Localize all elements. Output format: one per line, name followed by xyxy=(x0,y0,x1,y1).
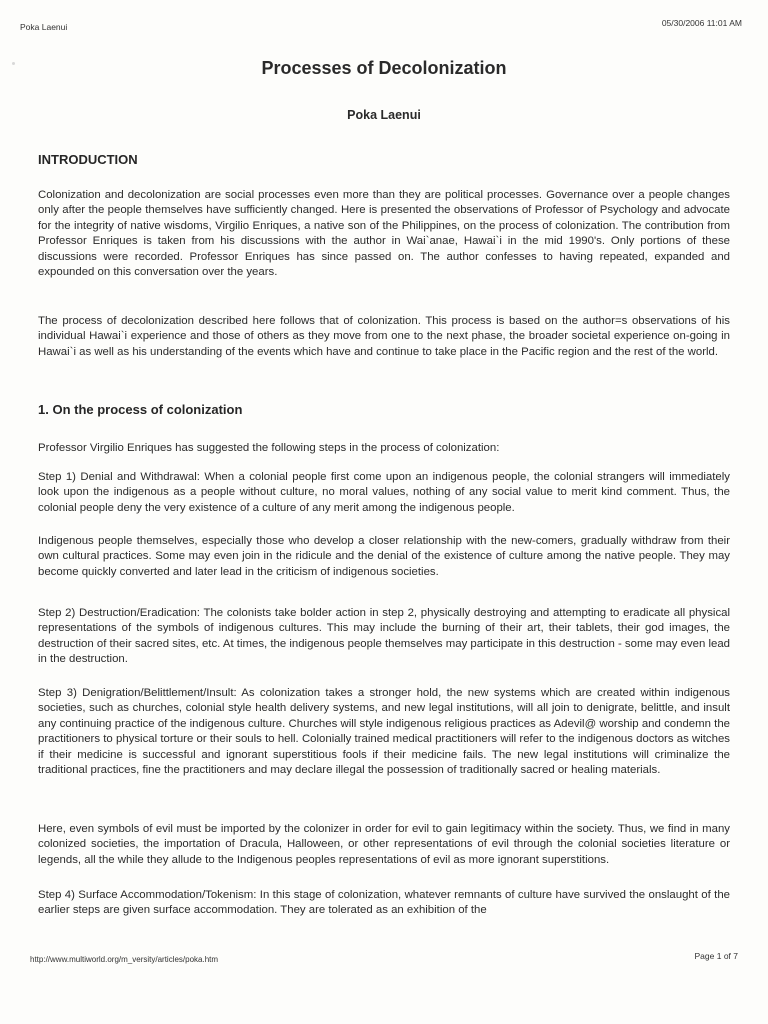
intro-paragraph-1: Colonization and decolonization are social processes even more than they are political processes. Governance over a people changes only after the people themselves have sufficiently changed. Here is presented the observations of Professor of Psychology and advocate for the integrity of native wisdoms, Virgilio Enriques, a native son of the Philippines, on the process of colonization. The contribution from Professor Enriques is taken from his discussions with the author in Wai`anae, Hawai`i in the mid 1990's. Only portions of these discussions were recorded. Professor Enriques has since passed on. The author confesses to having repeated, expanded and expounded on this conversation over the years. xyxy=(38,189,730,279)
step-2-paragraph: Step 2) Destruction/Eradication: The colonists take bolder action in step 2, physically destroying and attempting to eradicate all physical representations of the symbols of indigenous cultures. This may include the burning of their art, their tablets, their god images, the destruction of their sacred sites, etc. At times, the indigenous people themselves may participate in this destruction - some may even lead in the destruction. xyxy=(38,607,731,666)
section-1-heading: 1. On the process of colonization xyxy=(38,402,243,417)
intro-paragraph-2: The process of decolonization described here follows that of colonization. This process is based on the author=s observations of his individual Hawai`i experience and those of others as they move from one to the next phase, the broader societal experience on-going in Hawai`i as well as his understanding of the events which have and continue to take place in the Pacific region and the rest of the world. xyxy=(38,315,730,358)
page-number: Page 1 of 7 xyxy=(694,951,738,961)
page-title: Processes of Decolonization xyxy=(261,58,507,78)
step-4-paragraph: Step 4) Surface Accommodation/Tokenism: In this stage of colonization, whatever remnants of culture have survived the onslaught of the earlier steps are given surface accommodation. They are tolerated as an exhibition of the xyxy=(38,889,730,917)
step-3-paragraph: Step 3) Denigration/Belittlement/Insult: As colonization takes a stronger hold, the new systems which are created within indigenous societies, such as churches, colonial style health delivery systems, and new legal institutions, will all join to denigrate, belittle, and insult any continuing practice of the indigenous culture. Churches will style indigenous religious practices as Adevil@ worship and condemn the practitioners to physical torture or their souls to hell. Colonially trained medical practitioners will refer to the indigenous doctors as witches if their medicine is successful and ignorant superstitious fools if their medicine fails. The new legal institutions will criminalize the traditional practices, fine the practitioners and may declare illegal the possession of traditionally sacred or healing materials. xyxy=(38,687,730,777)
header-author: Poka Laenui xyxy=(20,22,68,32)
author-name: Poka Laenui xyxy=(347,108,421,122)
section-1-intro: Professor Virgilio Enriques has suggested the following steps in the process of colonization: xyxy=(38,442,500,454)
header-timestamp: 05/30/2006 11:01 AM xyxy=(661,18,742,28)
step-1-continuation: Indigenous people themselves, especially those who develop a closer relationship with the new-comers, gradually withdraw from their own cultural practices. Some may even join in the ridicule and the denial of the existence of culture among the native people. They may become quickly converted and later lead in the criticism of indigenous societies. xyxy=(38,535,730,578)
step-3-evil-symbols-paragraph: Here, even symbols of evil must be imported by the colonizer in order for evil to gain legitimacy within the society. Thus, we find in many colonized societies, the importation of Dracula, Halloween, or other representations of evil through the colonial societies literature or legends, all the while they allude to the Indigenous peoples representations of evil as more ignorant superstitions. xyxy=(38,823,730,866)
step-1-paragraph: Step 1) Denial and Withdrawal: When a colonial people first come upon an indigenous people, the colonial strangers will immediately look upon the indigenous as a people without culture, no moral values, nothing of any social value to merit kind comment. Thus, the colonial people deny the very existence of a culture of any merit among the indigenous people. xyxy=(38,471,730,514)
source-url: http://www.multiworld.org/m_versity/articles/poka.htm xyxy=(30,955,219,964)
intro-heading: INTRODUCTION xyxy=(38,152,138,167)
